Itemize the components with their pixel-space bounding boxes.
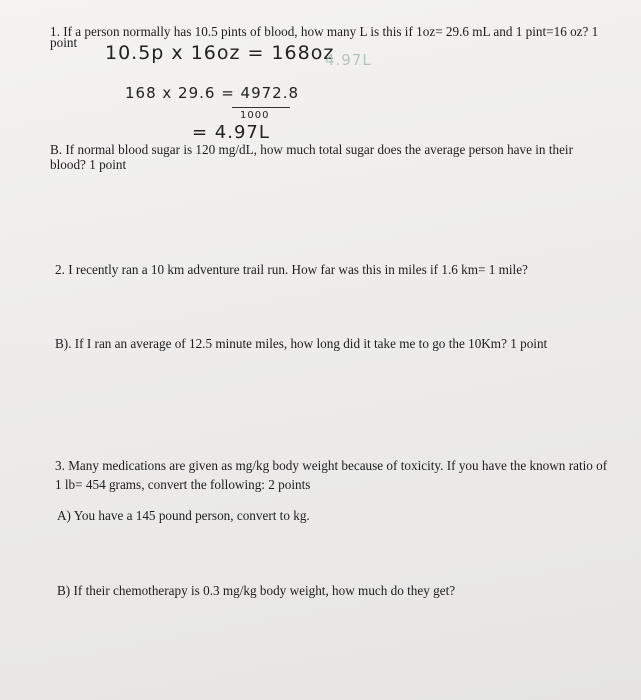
- fraction-bar: [232, 107, 290, 108]
- question-1-line-2: point: [50, 35, 78, 50]
- handwritten-faint-answer: 4.97L: [325, 51, 372, 69]
- question-3-line-2: 1 lb= 454 grams, convert the following: 2 points: [55, 477, 311, 492]
- question-3a: A) You have a 145 pound person, convert to kg.: [57, 508, 310, 523]
- question-3-line-1: 3. Many medications are given as mg/kg body weight because of toxicity. If you have the known ratio of: [55, 458, 608, 473]
- question-2: 2. I recently ran a 10 km adventure trail run. How far was this in miles if 1.6 km= 1 mile?: [55, 262, 528, 277]
- question-1b-line-2: blood? 1 point: [50, 157, 127, 172]
- handwritten-result: = 4.97L: [192, 122, 270, 143]
- handwritten-step-2: 168 x 29.6 = 4972.8: [125, 84, 300, 102]
- question-3b: B) If their chemotherapy is 0.3 mg/kg body weight, how much do they get?: [57, 583, 456, 598]
- handwritten-step-1: 10.5p x 16oz = 168oz: [105, 42, 335, 64]
- handwritten-denominator: 1000: [240, 110, 270, 121]
- question-1-line-1: 1. If a person normally has 10.5 pints of blood, how many L is this if 1oz= 29.6 mL and 1 pint=16 oz? 1: [50, 24, 599, 39]
- question-2b: B). If I ran an average of 12.5 minute miles, how long did it take me to go the 10Km? 1 point: [55, 336, 548, 351]
- question-1b-line-1: B. If normal blood sugar is 120 mg/dL, how much total sugar does the average person have in their: [50, 142, 573, 157]
